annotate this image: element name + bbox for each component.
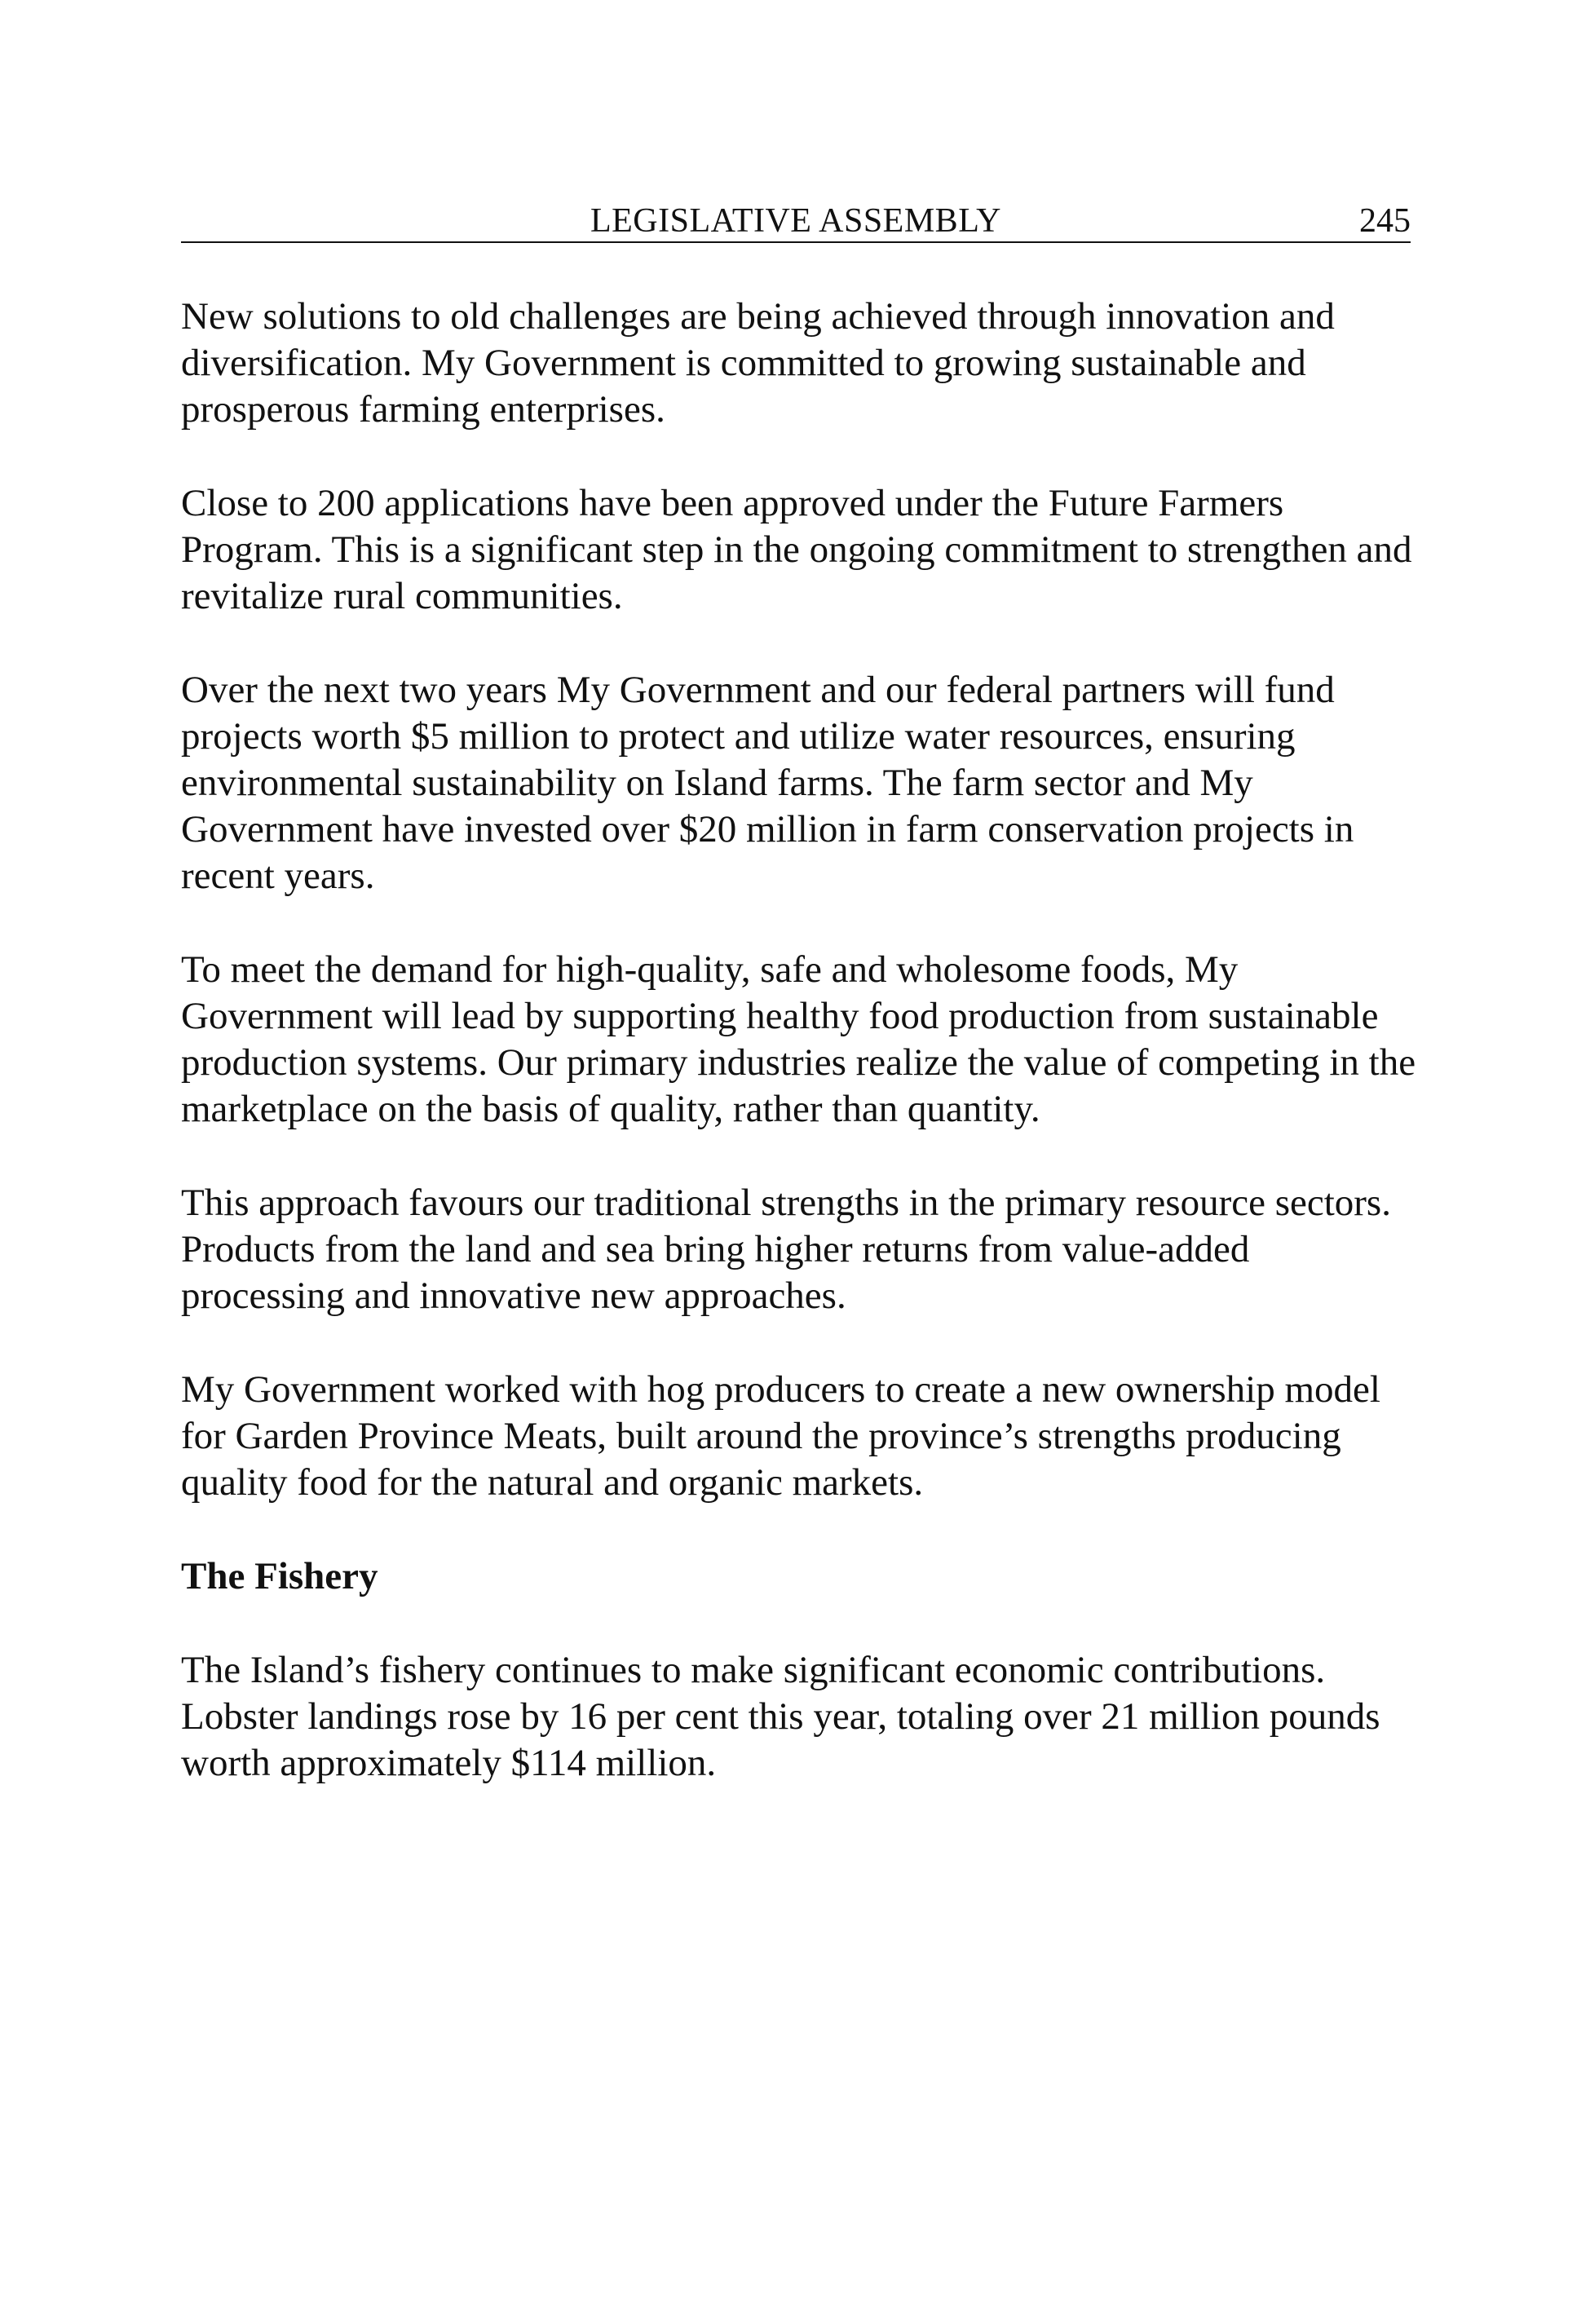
page-header	[181, 201, 1411, 243]
paragraph: Over the next two years My Government and our federal partners will fund projects worth $5 million to protect and utilize water resources, ensuring environmental sustainability on Island farms. The farm sector and My Government have invested over $20 million in farm conservation projects in recent years.	[181, 669, 1354, 897]
section-heading: The Fishery	[181, 1555, 378, 1597]
page-body	[181, 294, 1420, 1834]
paragraph: Close to 200 applications have been approved under the Future Farmers Program. This is a significant step in the ongoing commitment to strengthen and revitalize rural communities.	[181, 482, 1412, 617]
paragraph: To meet the demand for high-quality, safe and wholesome foods, My Government will lead by supporting healthy food production from sustainable production systems. Our primary industries realize the value of competing in the marketplace on the basis of quality, rather than quantity.	[181, 948, 1416, 1130]
page-number: 245	[1359, 202, 1411, 240]
paragraph: My Government worked with hog producers to create a new ownership model for Garden Province Meats, built around the province’s strengths producing quality food for the natural and organic markets.	[181, 1368, 1380, 1504]
paragraph: This approach favours our traditional strengths in the primary resource sectors. Products from the land and sea bring higher returns from value-added processing and innovative new approaches.	[181, 1182, 1391, 1317]
paragraph: The Island’s fishery continues to make significant economic contributions. Lobster landings rose by 16 per cent this year, totaling over 21 million pounds worth approximately $114 million.	[181, 1649, 1380, 1784]
paragraph: New solutions to old challenges are being achieved through innovation and diversification. My Government is committed to growing sustainable and prosperous farming enterprises.	[181, 295, 1335, 431]
running-header-title: LEGISLATIVE ASSEMBLY	[590, 202, 1001, 240]
